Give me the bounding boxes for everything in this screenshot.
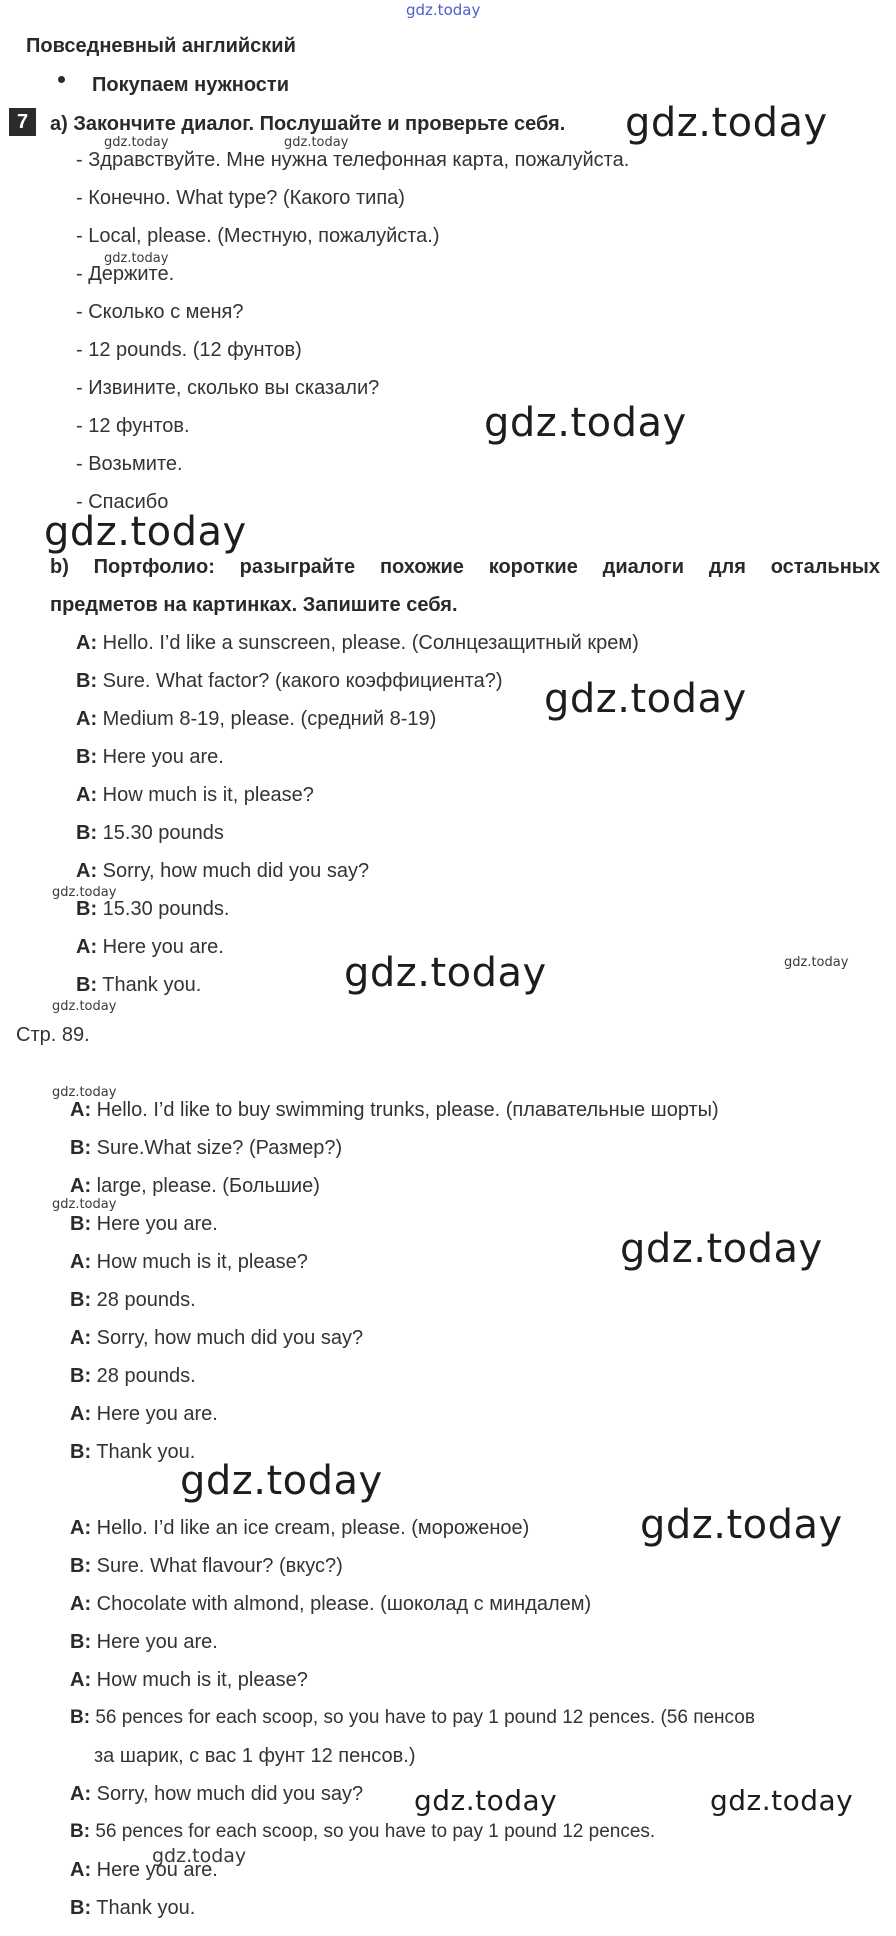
dialogue-text: 56 pences for each scoop, so you have to pay 1 pound 12 pences. bbox=[90, 1821, 656, 1842]
dialogue-line: - Извините, сколько вы сказали? bbox=[76, 377, 380, 399]
speaker-label: A: bbox=[70, 1175, 92, 1197]
watermark-small: gdz.today bbox=[104, 135, 169, 150]
dialogue-text: 15.30 pounds. bbox=[97, 898, 230, 920]
dialogue-text: Here you are. bbox=[91, 1859, 218, 1881]
dialogue-line bbox=[76, 669, 503, 693]
dialogue-line bbox=[70, 1820, 655, 1844]
dialogue-line bbox=[76, 783, 314, 807]
dialogue-line bbox=[76, 707, 436, 731]
watermark-small: gdz.today bbox=[52, 999, 117, 1014]
top-watermark: gdz.today bbox=[406, 1, 481, 19]
speaker-label: A: bbox=[70, 1669, 92, 1691]
dialogue-text: large, please. (Большие) bbox=[91, 1175, 320, 1197]
dialogue-line: - Возьмите. bbox=[76, 453, 183, 475]
speaker-label: A: bbox=[76, 860, 98, 882]
dialogue-text: How much is it, please? bbox=[91, 1251, 308, 1273]
dialogue-line bbox=[70, 1668, 308, 1692]
dialogue-line: - Local, please. (Местную, пожалуйста.) bbox=[76, 225, 440, 247]
speaker-label: A: bbox=[76, 784, 98, 806]
dialogue-text: Sorry, how much did you say? bbox=[91, 1783, 364, 1805]
dialogue-text: Sure.What size? (Размер?) bbox=[91, 1137, 343, 1159]
dialogue-text: Here you are. bbox=[91, 1213, 218, 1235]
speaker-label: B: bbox=[76, 974, 98, 996]
dialogue-line: - Здравствуйте. Мне нужна телефонная карта, пожалуйста. bbox=[76, 149, 630, 171]
speaker-label: A: bbox=[70, 1593, 92, 1615]
watermark: gdz.today bbox=[484, 400, 687, 446]
dialogue-line bbox=[70, 1402, 218, 1426]
watermark: gdz.today bbox=[544, 676, 747, 722]
dialogue-text: Thank you. bbox=[91, 1897, 196, 1919]
watermark-small: gdz.today bbox=[52, 1085, 117, 1100]
dialogue-text: Medium 8-19, please. (средний 8-19) bbox=[97, 708, 437, 730]
dialogue-line bbox=[76, 631, 639, 655]
dialogue-line bbox=[76, 935, 224, 959]
speaker-label: A: bbox=[70, 1517, 92, 1539]
dialogue-line bbox=[76, 973, 201, 997]
speaker-label: A: bbox=[70, 1859, 92, 1881]
watermark: gdz.today bbox=[625, 100, 828, 146]
speaker-label: B: bbox=[70, 1707, 91, 1728]
speaker-label: A: bbox=[70, 1099, 92, 1121]
dialogue-text: How much is it, please? bbox=[91, 1669, 308, 1691]
dialogue-text: Here you are. bbox=[91, 1631, 218, 1653]
dialogue-text: Sure. What flavour? (вкус?) bbox=[91, 1555, 343, 1577]
speaker-label: A: bbox=[76, 936, 98, 958]
section-title: Повседневный английский bbox=[26, 35, 296, 57]
dialogue-line: - Сколько с меня? bbox=[76, 301, 244, 323]
bullet-icon bbox=[58, 76, 65, 83]
subsection-title: Покупаем нужности bbox=[92, 74, 290, 96]
dialogue-text: Sure. What factor? (какого коэффициента?) bbox=[97, 670, 503, 692]
speaker-label: B: bbox=[76, 746, 98, 768]
watermark: gdz.today bbox=[344, 950, 547, 996]
dialogue-line bbox=[70, 1782, 363, 1806]
dialogue-line bbox=[76, 897, 229, 921]
dialogue-line bbox=[70, 1592, 591, 1616]
watermark: gdz.today bbox=[44, 509, 247, 555]
watermark-small: gdz.today bbox=[52, 885, 117, 900]
speaker-label: B: bbox=[70, 1897, 92, 1919]
dialogue-line bbox=[70, 1250, 308, 1274]
watermark: gdz.today bbox=[640, 1502, 843, 1548]
speaker-label: B: bbox=[70, 1137, 92, 1159]
exercise-number-badge: 7 bbox=[9, 108, 36, 136]
dialogue-text: Here you are. bbox=[97, 936, 224, 958]
dialogue-text: Thank you. bbox=[91, 1441, 196, 1463]
dialogue-line bbox=[70, 1706, 755, 1730]
dialogue-text: 28 pounds. bbox=[91, 1289, 196, 1311]
speaker-label: B: bbox=[70, 1289, 92, 1311]
part-b-instruction-line1: b) Портфолио: разыграйте похожие короткие диалоги для остальных bbox=[50, 556, 880, 578]
watermark-small: gdz.today bbox=[784, 955, 849, 970]
watermark-small: gdz.today bbox=[52, 1197, 117, 1212]
speaker-label: B: bbox=[76, 898, 98, 920]
dialogue-line bbox=[70, 1174, 320, 1198]
speaker-label: B: bbox=[76, 670, 98, 692]
speaker-label: B: bbox=[70, 1365, 92, 1387]
speaker-label: A: bbox=[70, 1403, 92, 1425]
part-b-instruction-line2: предметов на картинках. Запишите себя. bbox=[50, 594, 458, 616]
dialogue-text: Thank you. bbox=[97, 974, 202, 996]
dialogue-text: Here you are. bbox=[91, 1403, 218, 1425]
speaker-label: A: bbox=[76, 632, 98, 654]
dialogue-line bbox=[70, 1288, 196, 1312]
speaker-label: B: bbox=[70, 1821, 91, 1842]
dialogue-text: 56 pences for each scoop, so you have to pay 1 pound 12 pences. (56 пенсов bbox=[90, 1707, 755, 1728]
speaker-label: B: bbox=[70, 1555, 92, 1577]
speaker-label: B: bbox=[70, 1441, 92, 1463]
dialogue-text: Here you are. bbox=[97, 746, 224, 768]
dialogue-text: за шарик, с вас 1 фунт 12 пенсов.) bbox=[94, 1745, 416, 1767]
watermark-small: gdz.today bbox=[284, 135, 349, 150]
dialogue-text: 15.30 pounds bbox=[97, 822, 224, 844]
watermark: gdz.today bbox=[180, 1458, 383, 1504]
dialogue-text: Hello. I’d like an ice cream, please. (мороженое) bbox=[91, 1517, 530, 1539]
dialogue-line bbox=[70, 1440, 195, 1464]
dialogue-line bbox=[70, 1326, 363, 1350]
dialogue-line bbox=[70, 1136, 342, 1160]
dialogue-text: Hello. I’d like a sunscreen, please. (Солнцезащитный крем) bbox=[97, 632, 639, 654]
dialogue-line bbox=[70, 1630, 218, 1654]
speaker-label: A: bbox=[76, 708, 98, 730]
dialogue-line bbox=[76, 745, 224, 769]
dialogue-line bbox=[70, 1896, 195, 1920]
dialogue-line bbox=[70, 1212, 218, 1236]
dialogue-line bbox=[70, 1098, 719, 1122]
dialogue-line: - 12 фунтов. bbox=[76, 415, 190, 437]
dialogue-line: - Конечно. What type? (Какого типа) bbox=[76, 187, 405, 209]
dialogue-line bbox=[70, 1364, 196, 1388]
watermark-small: gdz.today bbox=[152, 1845, 247, 1867]
speaker-label: A: bbox=[70, 1251, 92, 1273]
speaker-label: B: bbox=[76, 822, 98, 844]
watermark: gdz.today bbox=[414, 1784, 558, 1817]
part-a-instruction: a) Закончите диалог. Послушайте и проверьте себя. bbox=[50, 113, 566, 135]
speaker-label: A: bbox=[70, 1327, 92, 1349]
dialogue-text: Sorry, how much did you say? bbox=[97, 860, 370, 882]
dialogue-line bbox=[76, 859, 369, 883]
dialogue-line: - Держите. bbox=[76, 263, 175, 285]
dialogue-text: Chocolate with almond, please. (шоколад с миндалем) bbox=[91, 1593, 592, 1615]
dialogue-line: - 12 pounds. (12 фунтов) bbox=[76, 339, 302, 361]
dialogue-line-continuation bbox=[94, 1744, 415, 1768]
dialogue-text: Sorry, how much did you say? bbox=[91, 1327, 364, 1349]
dialogue-text: How much is it, please? bbox=[97, 784, 314, 806]
watermark: gdz.today bbox=[620, 1226, 823, 1272]
speaker-label: A: bbox=[70, 1783, 92, 1805]
dialogue-line bbox=[76, 821, 224, 845]
dialogue-line bbox=[70, 1554, 343, 1578]
dialogue-line: - Спасибо bbox=[76, 491, 169, 513]
speaker-label: B: bbox=[70, 1213, 92, 1235]
dialogue-text: 28 pounds. bbox=[91, 1365, 196, 1387]
speaker-label: B: bbox=[70, 1631, 92, 1653]
dialogue-line bbox=[70, 1516, 529, 1540]
watermark: gdz.today bbox=[710, 1784, 854, 1817]
watermark-small: gdz.today bbox=[104, 251, 169, 266]
page-reference: Стр. 89. bbox=[16, 1024, 90, 1046]
dialogue-text: Hello. I’d like to buy swimming trunks, please. (плавательные шорты) bbox=[91, 1099, 719, 1121]
